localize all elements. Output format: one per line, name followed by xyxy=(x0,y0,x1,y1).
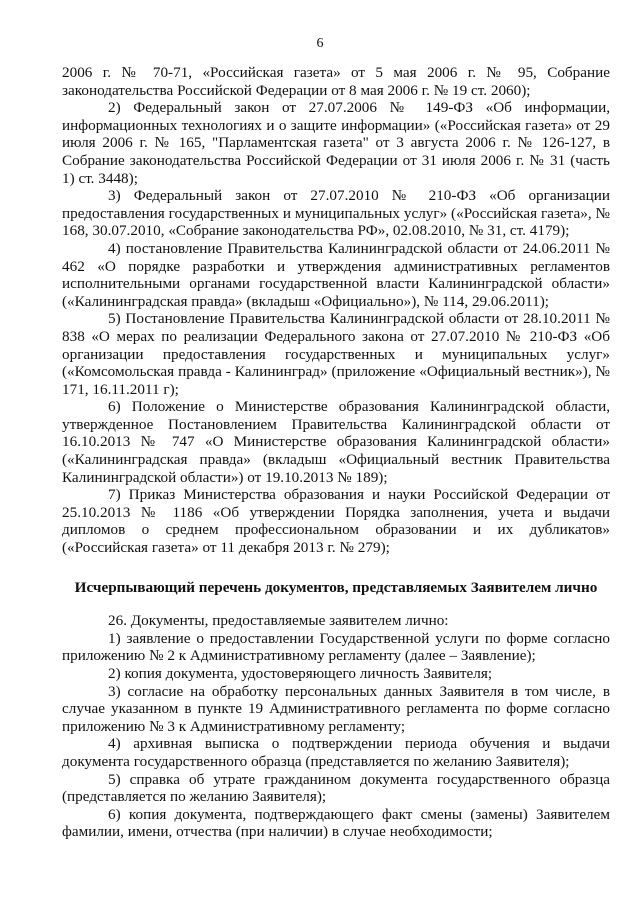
paragraph-item-4: 4) постановление Правительства Калининградской области от 24.06.2011 № 462 «О порядке разработки и утверждения административных регламентов исполнительными органами государственной власти Калининградской области» («Калининградская правда» (вкладыш «Официально»), № 114, 29.06.2011); xyxy=(62,239,610,310)
paragraph-doc-5: 5) справка об утрате гражданином документа государственного образца (представляется по желанию Заявителя); xyxy=(62,770,610,806)
paragraph-item-2: 2) Федеральный закон от 27.07.2006 № 149-ФЗ «Об информации, информационных технологиях и о защите информации» («Российская газета» от 29 июля 2006 г. № 165, "Парламентская газета" от 3 августа 2006 г. № 126-127, в Собрание законодательства Российской Федерации от 31 июля 2006 г. № 31 (часть 1) ст. 3448); xyxy=(62,99,610,187)
paragraph-item-7: 7) Приказ Министерства образования и науки Российской Федерации от 25.10.2013 № 1186 «Об утверждении Порядка заполнения, учета и выдачи дипломов о среднем профессиональном образовании и их дубликатов» («Российская газета» от 11 декабря 2013 г. № 279); xyxy=(62,486,610,557)
paragraph-continuation: 2006 г. № 70-71, «Российская газета» от 5 мая 2006 г. № 95, Собрание законодательства Российской Федерации от 8 мая 2006 г. № 19 ст. 2060); xyxy=(62,64,610,99)
paragraph-clause-26: 26. Документы, предоставляемые заявителем лично: xyxy=(108,612,449,630)
paragraph-item-5: 5) Постановление Правительства Калининградской области от 28.10.2011 № 838 «О мерах по реализации Федерального закона от 27.07.2010 № 210-ФЗ «Об организации предоставления государственных и муниципальных услуг» («Комсомольская правда - Калининград» (приложение «Официальный вестник»), № 171, 16.11.2011 г); xyxy=(62,310,610,398)
paragraph-doc-2: 2) копия документа, удостоверяющего личность Заявителя; xyxy=(108,665,493,682)
paragraph-item-3: 3) Федеральный закон от 27.07.2010 № 210-ФЗ «Об организации предоставления государственных и муниципальных услуг» («Российская газета», № 168, 30.07.2010, «Собрание законодательства РФ», 02.08.2010, № 31, ст. 4179); xyxy=(62,187,610,240)
page-number: 6 xyxy=(316,36,324,51)
paragraph-doc-6: 6) копия документа, подтверждающего факт смены (замены) Заявителем фамилии, имени, отчества (при наличии) в случае необходимости; xyxy=(62,805,610,841)
paragraph-doc-4: 4) архивная выписка о подтверждении периода обучения и выдачи документа государственного образца (представляется по желанию Заявителя); xyxy=(62,735,610,770)
paragraph-item-6: 6) Положение о Министерстве образования Калининградской области, утвержденное Постановлением Правительства Калининградской области от 16.10.2013 № 747 «О Министерстве образования Калининградской области» («Калининградская правда» (вкладыш «Официальный вестник Правительства Калининградской области») от 19.10.2013 № 189); xyxy=(62,398,610,486)
section-heading: Исчерпывающий перечень документов, представляемых Заявителем лично xyxy=(74,578,598,596)
document-body xyxy=(62,64,610,841)
paragraph-doc-3: 3) согласие на обработку персональных данных Заявителя в том числе, в случае указанном в пункте 19 Административного регламента по форме согласно приложению № 3 к Административному регламенту; xyxy=(62,682,610,735)
paragraph-doc-1: 1) заявление о предоставлении Государственной услуги по форме согласно приложению № 2 к Административному регламенту (далее – Заявление); xyxy=(62,629,610,665)
